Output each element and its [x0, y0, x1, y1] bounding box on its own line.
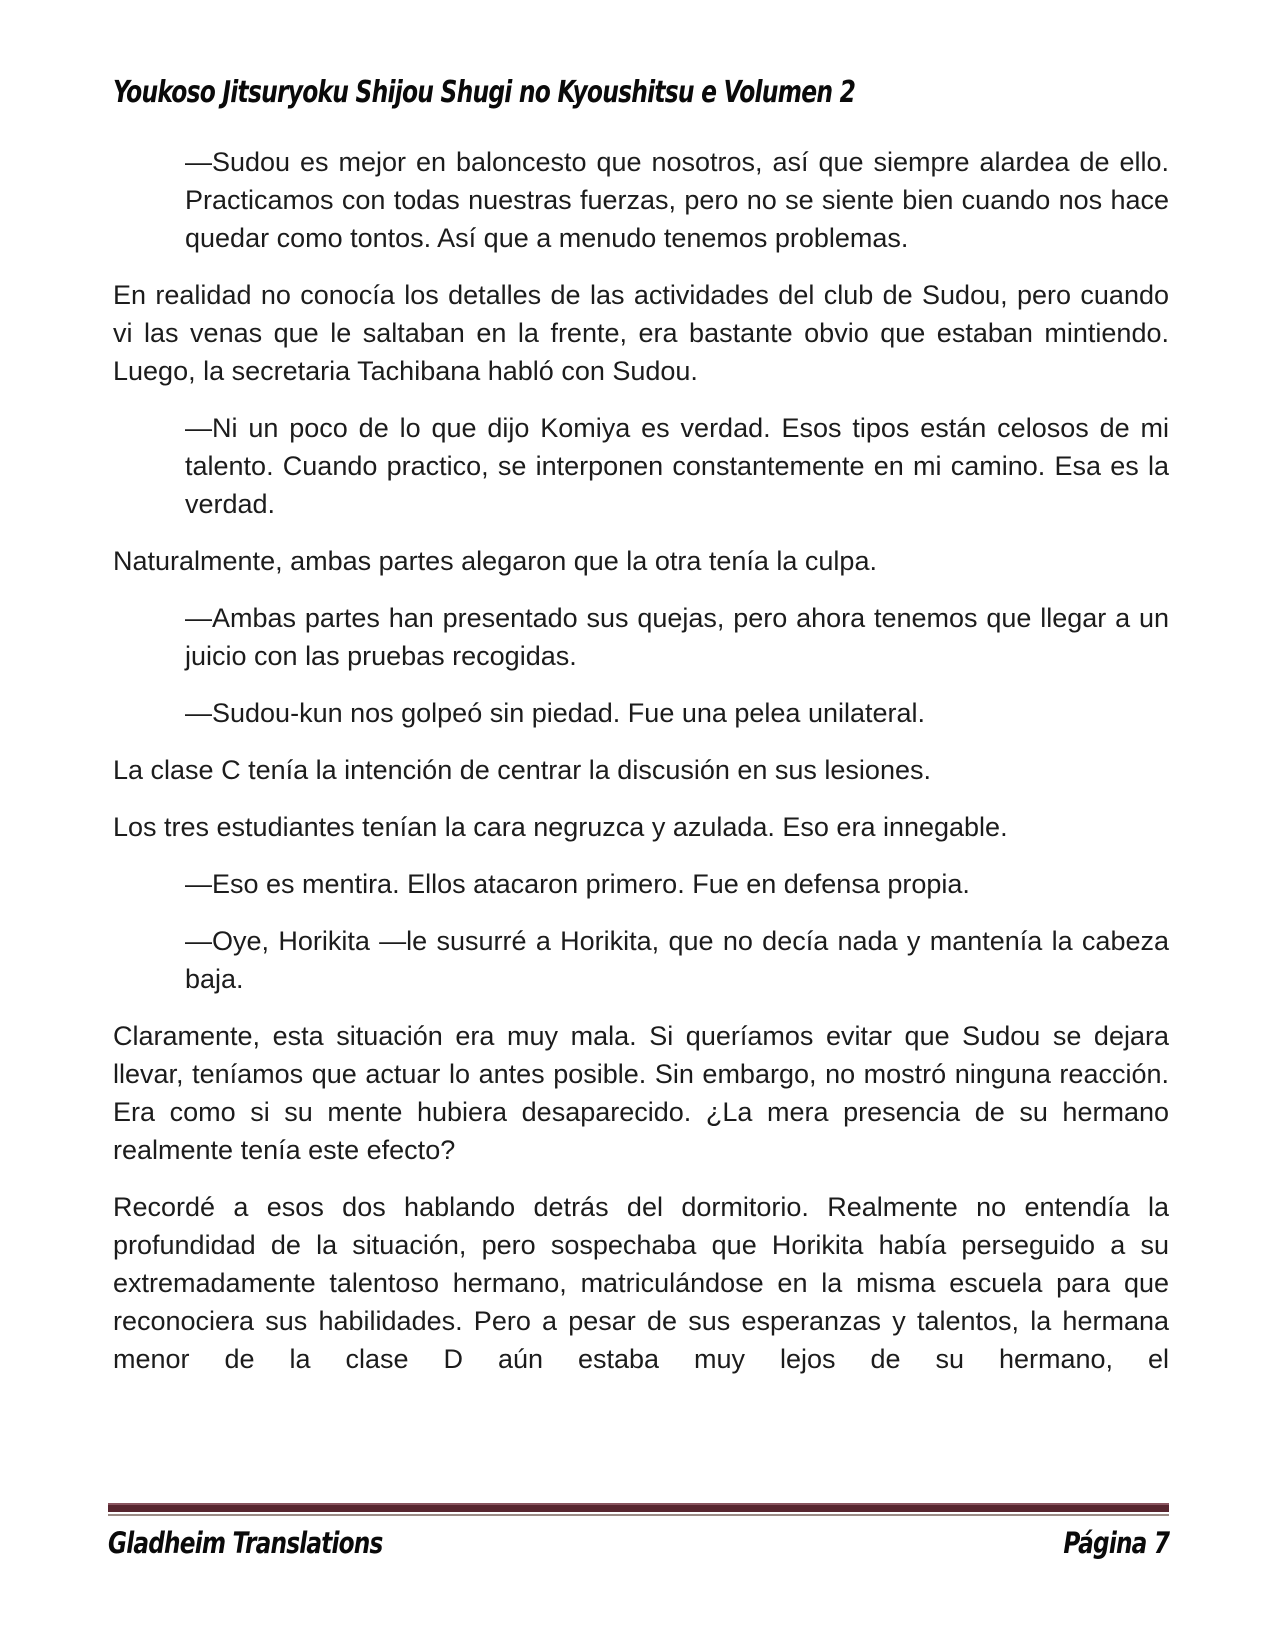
paragraph-dialogue: —Sudou es mejor en baloncesto que nosotros, así que siempre alardea de ello. Practicamos con todas nuestras fuerzas, pero no se siente bien cuando nos hace quedar como tontos. Así que a menudo tenemos problemas. — [185, 147, 1169, 253]
paragraph-narration: En realidad no conocía los detalles de las actividades del club de Sudou, pero cuando vi las venas que le saltaban en la frente, era bastante obvio que estaban mintiendo. Luego, la secretaria Tachibana habló con Sudou. — [113, 280, 1169, 386]
paragraph-dialogue: —Eso es mentira. Ellos atacaron primero. Fue en defensa propia. — [185, 869, 970, 899]
paragraph-dialogue: —Sudou-kun nos golpeó sin piedad. Fue una pelea unilateral. — [185, 698, 926, 728]
paragraph-narration-continued: Recordé a esos dos hablando detrás del dormitorio. Realmente no entendía la profundidad de la situación, pero sospechaba que Horikita había perseguido a su extremadamente talentoso hermano, matriculándose en la misma escuela para que reconociera sus habilidades. Pero a pesar de sus esperanzas y talentos, la hermana menor de la clase D aún estaba muy lejos de su hermano, el — [113, 1192, 1169, 1374]
page-header — [113, 75, 1169, 110]
paragraph-narration: Los tres estudiantes tenían la cara negruzca y azulada. Eso era innegable. — [113, 812, 1008, 842]
page-content — [113, 75, 1169, 1397]
paragraph-narration: La clase C tenía la intención de centrar la discusión en sus lesiones. — [113, 755, 931, 785]
page-footer — [108, 1503, 1169, 1560]
paragraph-dialogue: —Oye, Horikita —le susurré a Horikita, que no decía nada y mantenía la cabeza baja. — [185, 926, 1169, 994]
document-body — [113, 143, 1169, 1378]
footer-row — [108, 1526, 1169, 1560]
paragraph-narration: Naturalmente, ambas partes alegaron que la otra tenía la culpa. — [113, 546, 877, 576]
paragraph-dialogue: —Ni un poco de lo que dijo Komiya es verdad. Esos tipos están celosos de mi talento. Cuando practico, se interponen constantemente en mi camino. Esa es la verdad. — [185, 413, 1169, 519]
footer-separator-line — [108, 1503, 1169, 1517]
paragraph-narration: Claramente, esta situación era muy mala. Si queríamos evitar que Sudou se dejara llevar, teníamos que actuar lo antes posible. Sin embargo, no mostró ninguna reacción. Era como si su mente hubiera desaparecido. ¿La mera presencia de su hermano realmente tenía este efecto? — [113, 1021, 1169, 1165]
footer-translator-credit: Gladheim Translations — [108, 1526, 383, 1560]
footer-page-number: Página 7 — [1063, 1526, 1169, 1560]
paragraph-dialogue: —Ambas partes han presentado sus quejas, pero ahora tenemos que llegar a un juicio con las pruebas recogidas. — [185, 603, 1169, 671]
header-title: Youkoso Jitsuryoku Shijou Shugi no Kyoushitsu e Volumen 2 — [113, 75, 856, 110]
